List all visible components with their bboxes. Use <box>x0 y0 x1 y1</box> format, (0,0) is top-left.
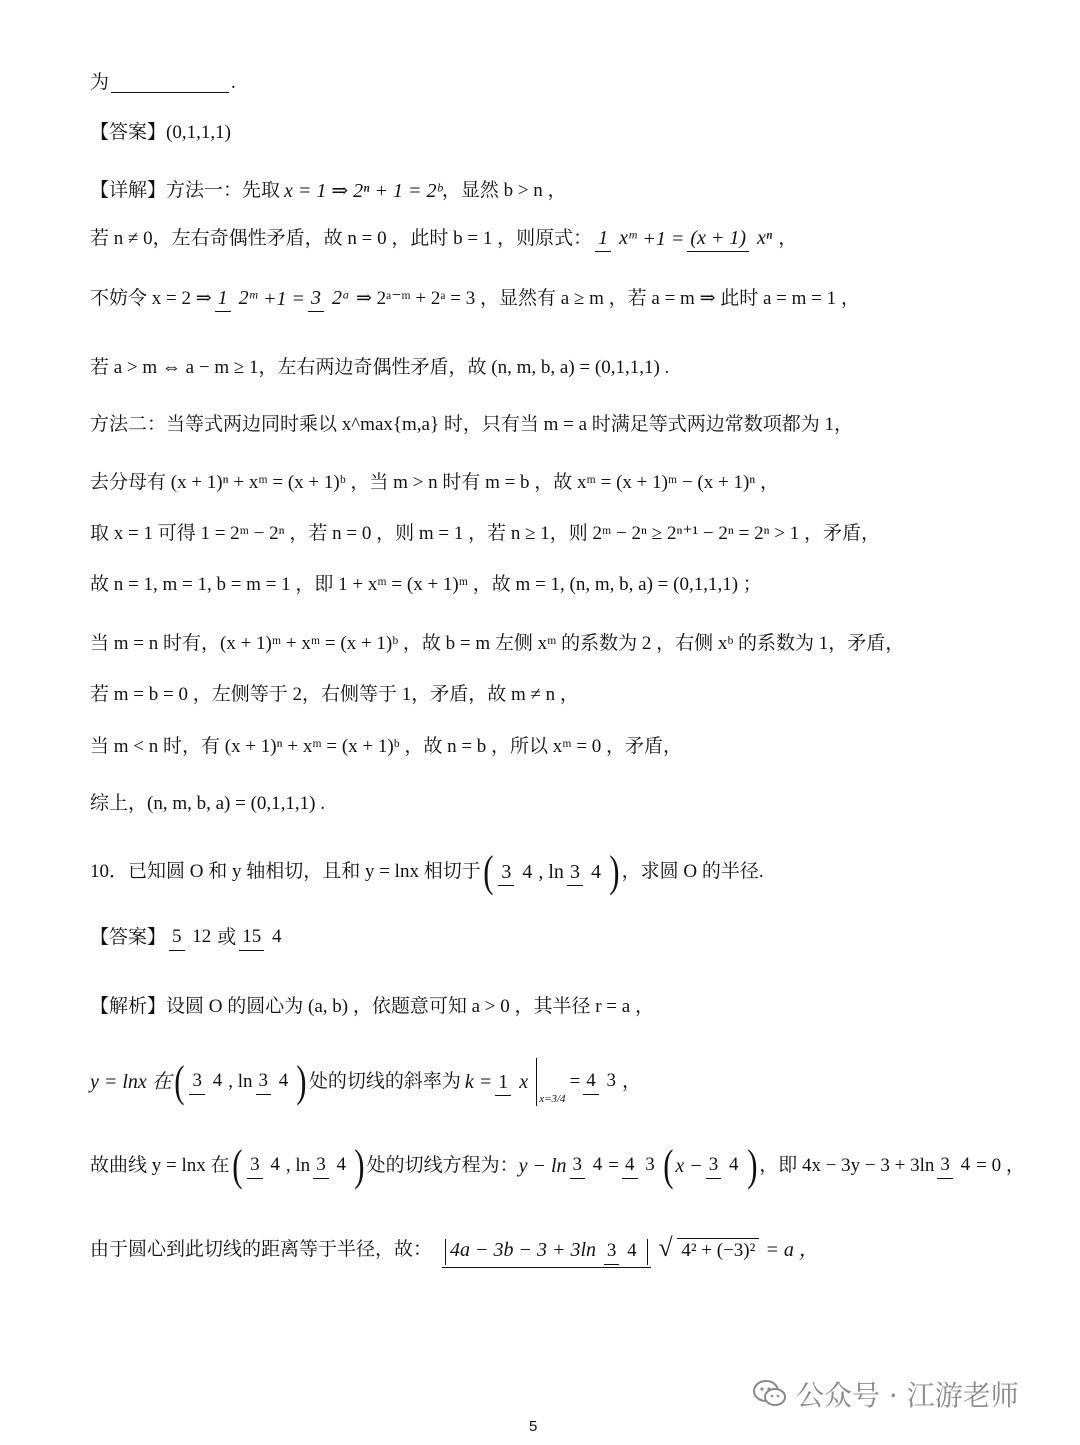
text: 若 n ≠ 0，左右奇偶性矛盾，故 n = 0 ，此时 b = 1 ，则原式： <box>90 227 593 249</box>
denominator: 4 <box>590 860 601 883</box>
numerator: 3 <box>570 1155 586 1179</box>
left-paren: ( <box>662 1141 674 1190</box>
denominator: 4 <box>729 1154 739 1176</box>
analysis-line <box>90 994 654 1020</box>
text: 或 <box>217 927 237 948</box>
detail-line <box>90 178 567 204</box>
fraction <box>215 285 260 312</box>
text: = 0 ， <box>976 1155 1025 1176</box>
slope-line <box>90 1058 641 1106</box>
fraction <box>498 859 535 886</box>
numerator: 4 <box>583 1071 599 1095</box>
evaluation-point: x=3/4 <box>539 1093 566 1105</box>
derivation-line-10 <box>90 572 762 598</box>
right-paren: ) <box>609 847 620 896</box>
text: 设圆 O 的圆心为 (a, b) ，依题意可知 a > 0 ，其半径 r = a ， <box>166 996 654 1017</box>
text: 方法一：先取 <box>166 180 281 201</box>
numerator: 15 <box>239 927 264 951</box>
formula: x − <box>675 1155 703 1177</box>
answer-line-2 <box>90 925 288 951</box>
derivation-line-6 <box>90 355 669 381</box>
numerator: 3 <box>189 1071 205 1095</box>
text: 处的切线的斜率为 <box>308 1071 461 1092</box>
formula: x = 1 ⇒ 2ⁿ + 1 = 2ᵇ <box>284 180 442 202</box>
text: 由于圆心到此切线的距离等于半径，故： <box>90 1238 433 1260</box>
denominator: 4 <box>278 1070 289 1092</box>
fraction <box>622 1153 658 1179</box>
fraction <box>239 925 284 951</box>
numerator: 4 <box>622 1155 638 1179</box>
text: 故曲线 y = lnx 在 <box>90 1155 230 1176</box>
fraction <box>604 1239 640 1265</box>
fraction <box>256 1069 292 1095</box>
radicand: 4² + (−3)² <box>677 1238 759 1262</box>
denominator: 4 <box>522 860 533 883</box>
right-paren: ) <box>746 1141 758 1190</box>
formula: = <box>608 1155 620 1176</box>
derivation-line-8 <box>90 470 779 496</box>
fraction <box>567 859 604 886</box>
fraction <box>169 925 214 951</box>
fraction <box>189 1069 225 1095</box>
text: 去分母有 (x + 1)ⁿ + xᵐ = (x + 1)ᵇ ，当 m > n 时有 m = b ，故 xᵐ = (x + 1)ᵐ − (x + 1)ⁿ ， <box>90 472 780 493</box>
fraction <box>313 1153 349 1179</box>
left-paren: ( <box>231 1141 242 1190</box>
watermark-text: 公众号 · 江游老师 <box>796 1379 1019 1412</box>
question-10 <box>90 847 764 896</box>
text: 若 a > m ⇔ a − m ≥ 1，左右两边奇偶性矛盾，故 (n, m, b, a) = (0,1,1,1) . <box>90 357 670 378</box>
denominator: 4 <box>592 1154 603 1176</box>
text: 综上，(n, m, b, a) = (0,1,1,1) . <box>90 793 325 814</box>
distance-fraction <box>442 1232 762 1268</box>
answer-line-1 <box>90 120 231 146</box>
numerator: 3 <box>937 1155 953 1179</box>
question-text: ，求圆 O 的半径. <box>621 861 764 882</box>
text: ，即 4x − 3y − 3 + 3ln <box>759 1155 935 1176</box>
answer-value: (0,1,1,1) <box>166 122 231 143</box>
numerator: (x + 1) <box>687 227 749 252</box>
method-two-line <box>90 412 853 438</box>
formula: , ln <box>538 861 564 883</box>
text: 故 n = 1, m = 1, b = m = 1 ，即 1 + xᵐ = (x + 1)ᵐ ，故 m = 1, (n, m, b, a) = (0,1,1,1) ； <box>90 574 762 595</box>
distance-line <box>90 1232 819 1268</box>
derivation-line-11 <box>90 631 904 657</box>
right-paren: ) <box>296 1057 307 1106</box>
denominator: 4 <box>627 1239 637 1261</box>
derivation-line-9 <box>90 521 880 547</box>
text: 取 x = 1 可得 1 = 2ᵐ − 2ⁿ ，若 n = 0 ，则 m = 1 ，若 n ≥ 1，则 2ᵐ − 2ⁿ ≥ 2ⁿ⁺¹ − 2ⁿ = 2ⁿ > 1 ，矛盾， <box>90 523 881 544</box>
denominator: 4 <box>270 1154 280 1176</box>
fraction <box>247 1153 283 1179</box>
numerator: 3 <box>256 1071 272 1095</box>
numerator: 1 <box>215 287 231 312</box>
absolute-value <box>445 1239 648 1265</box>
derivation-line-5 <box>90 285 860 312</box>
fraction <box>583 1069 619 1095</box>
numerator: 3 <box>313 1155 329 1179</box>
fraction <box>937 1153 973 1179</box>
numerator: 3 <box>567 861 583 886</box>
text: 方法二：当等式两边同时乘以 x^max{m,a} 时，只有当 m = a 时满足等式两边常数项都为 1， <box>90 414 854 435</box>
fraction <box>687 225 775 252</box>
text: 当 m < n 时，有 (x + 1)ⁿ + xᵐ = (x + 1)ᵇ ，故 n = b ，所以 xᵐ = 0 ，矛盾， <box>90 736 683 757</box>
text: ⇒ 2ᵃ⁻ᵐ + 2ᵃ = 3 ，显然有 a ≥ m ，若 a = m ⇒ 此时 a = m = 1 ， <box>355 287 860 309</box>
denominator: 4 <box>212 1070 223 1092</box>
page-number: 5 <box>529 1418 538 1435</box>
formula: y − ln <box>518 1155 567 1177</box>
watermark <box>752 1374 1019 1414</box>
denominator: 2ᵐ <box>238 287 257 309</box>
formula: , ln <box>285 1155 311 1176</box>
formula: , ln <box>228 1071 253 1092</box>
fraction: 1 x <box>495 1069 531 1096</box>
numerator: 1 <box>595 227 611 252</box>
formula: = a ， <box>765 1238 819 1261</box>
numerator: 3 <box>308 287 324 312</box>
analysis-label: 【解析】 <box>90 996 167 1017</box>
tangent-equation-line <box>90 1141 1025 1190</box>
detail-label: 【详解】 <box>90 180 167 201</box>
formula: +1 = <box>642 227 685 250</box>
formula: y = lnx 在 <box>90 1071 172 1093</box>
formula: = <box>569 1071 581 1092</box>
text: 处的切线方程为： <box>366 1155 519 1176</box>
answer-label: 【答案】 <box>90 927 167 948</box>
wechat-icon <box>752 1379 788 1409</box>
answer-label: 【答案】 <box>90 122 167 143</box>
text: . <box>231 72 236 93</box>
text: ， <box>622 1071 642 1092</box>
square-root: √ 4² + (−3)² <box>658 1234 759 1263</box>
text: ， <box>778 227 798 249</box>
text: ，显然 b > n ， <box>441 180 567 201</box>
answer-blank <box>111 74 229 93</box>
derivation-line-13 <box>90 734 682 760</box>
numerator: 3 <box>247 1155 263 1179</box>
denominator: 4 <box>272 926 282 948</box>
denominator: 3 <box>606 1070 617 1092</box>
question-text: 10．已知圆 O 和 y 轴相切，且和 y = lnx 相切于 <box>90 861 481 882</box>
numerator: 3 <box>604 1241 620 1265</box>
left-paren: ( <box>174 1057 185 1106</box>
denominator: xᵐ <box>619 227 637 249</box>
left-paren: ( <box>482 847 494 896</box>
question-tail-line <box>90 70 236 96</box>
text: 若 m = b = 0 ，左侧等于 2，右侧等于 1，矛盾，故 m ≠ n ， <box>90 684 579 705</box>
conclusion-line <box>90 791 325 817</box>
numerator: 3 <box>706 1155 722 1179</box>
derivation-line-4 <box>90 225 797 252</box>
fraction <box>570 1153 606 1179</box>
denominator: xⁿ <box>757 227 773 249</box>
denominator: 12 <box>192 926 212 948</box>
text: 为 <box>90 72 110 93</box>
evaluation-bar <box>536 1058 537 1106</box>
numerator: 5 <box>169 927 185 951</box>
right-paren: ) <box>354 1141 365 1190</box>
text: 当 m = n 时有，(x + 1)ᵐ + xᵐ = (x + 1)ᵇ ，故 b = m 左侧 xᵐ 的系数为 2 ，右侧 xᵇ 的系数为 1，矛盾， <box>90 633 905 654</box>
fraction <box>308 285 353 312</box>
text: 不妨令 x = 2 ⇒ <box>90 287 212 309</box>
numerator: 3 <box>498 861 514 886</box>
denominator: 3 <box>645 1154 655 1176</box>
formula: k = <box>464 1071 493 1093</box>
denominator: 4 <box>336 1154 346 1176</box>
denominator: 2ᵃ <box>331 287 350 309</box>
fraction <box>706 1153 742 1179</box>
fraction <box>595 225 639 252</box>
formula: 4a − 3b − 3 + 3ln <box>450 1239 597 1261</box>
formula: +1 = <box>262 287 305 310</box>
denominator: 4 <box>960 1154 971 1176</box>
derivation-line-12 <box>90 682 579 708</box>
